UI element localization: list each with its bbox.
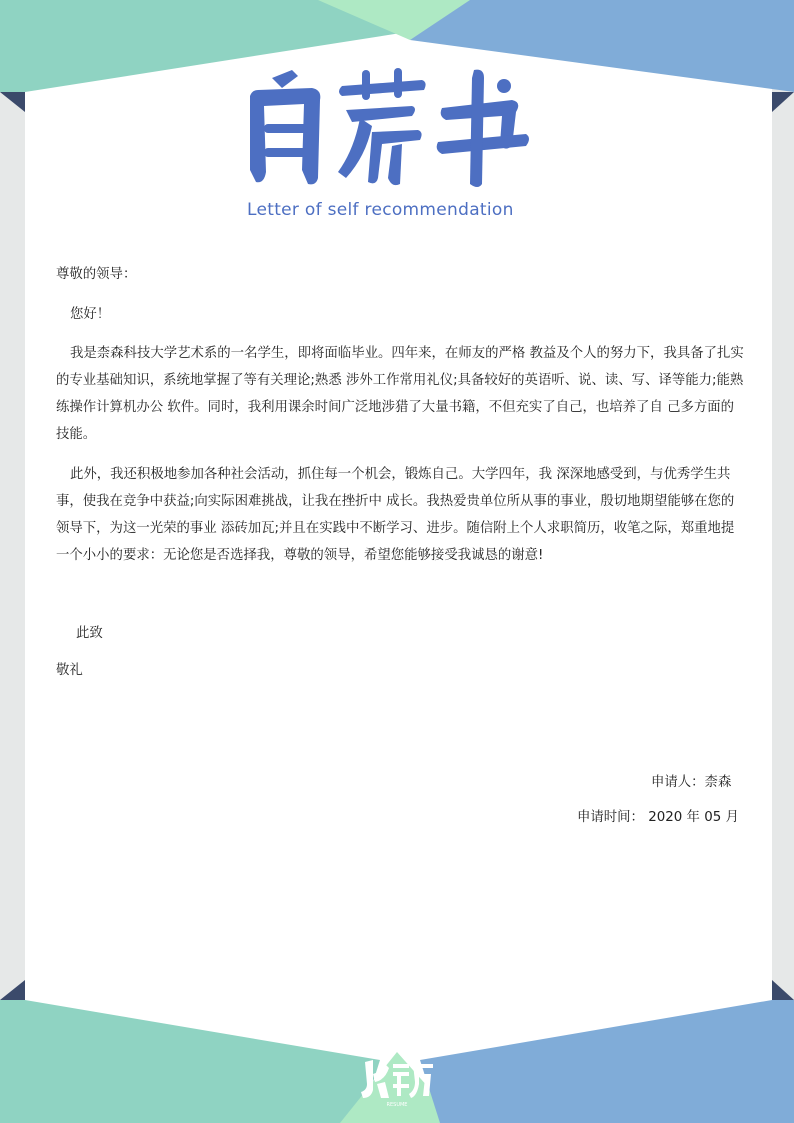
paragraph-1: 我是柰森科技大学艺术系的一名学生，即将面临毕业。四年来，在师友的严格 教益及个人的努力下，我具备了扎实的专业基础知识，系统地掌握了等有关理论;熟悉 涉外工作常用礼仪;具备较好的英语听、说、读、写、译等能力;能熟练操作计算机办公 软件。同时，我利用课余时间广泛地涉猎了大量书籍，不但充实了自己，也培养了自 己多方面的技能。 xyxy=(56,346,744,442)
applicant-name: 申请人：柰森 xyxy=(651,775,732,790)
hello-line: 您好！ xyxy=(70,307,111,322)
title-calligraphy-art xyxy=(242,60,532,190)
application-date: 申请时间： 2020 年 05 月 xyxy=(577,810,739,825)
title-calligraphy xyxy=(242,60,532,190)
brand-logo xyxy=(359,1054,435,1108)
brand-logo-mark xyxy=(359,1054,435,1108)
brand-logo-sub: RESUME xyxy=(386,1102,408,1108)
greeting: 尊敬的领导： xyxy=(56,267,137,282)
closing-salutation: 此致 xyxy=(76,626,103,641)
closing-regards: 敬礼 xyxy=(56,663,83,678)
paragraph-2: 此外，我还积极地参加各种社会活动，抓住每一个机会，锻炼自己。大学四年，我 深深地感受到，与优秀学生共事，使我在竞争中获益;向实际困难挑战，让我在挫折中 成长。我热爱贵单位所从事的事业，殷切地期望能够在您的领导下，为这一光荣的事业 添砖加瓦;并且在实践中不断学习、进步。随信附上个人求职简历，收笔之际，郑重地提 一个小小的要求：无论您是否选择我，尊敬的领导，希望您能够接受我诚恳的谢意! xyxy=(56,467,735,563)
title-english: Letter of self recommendation xyxy=(247,200,514,220)
